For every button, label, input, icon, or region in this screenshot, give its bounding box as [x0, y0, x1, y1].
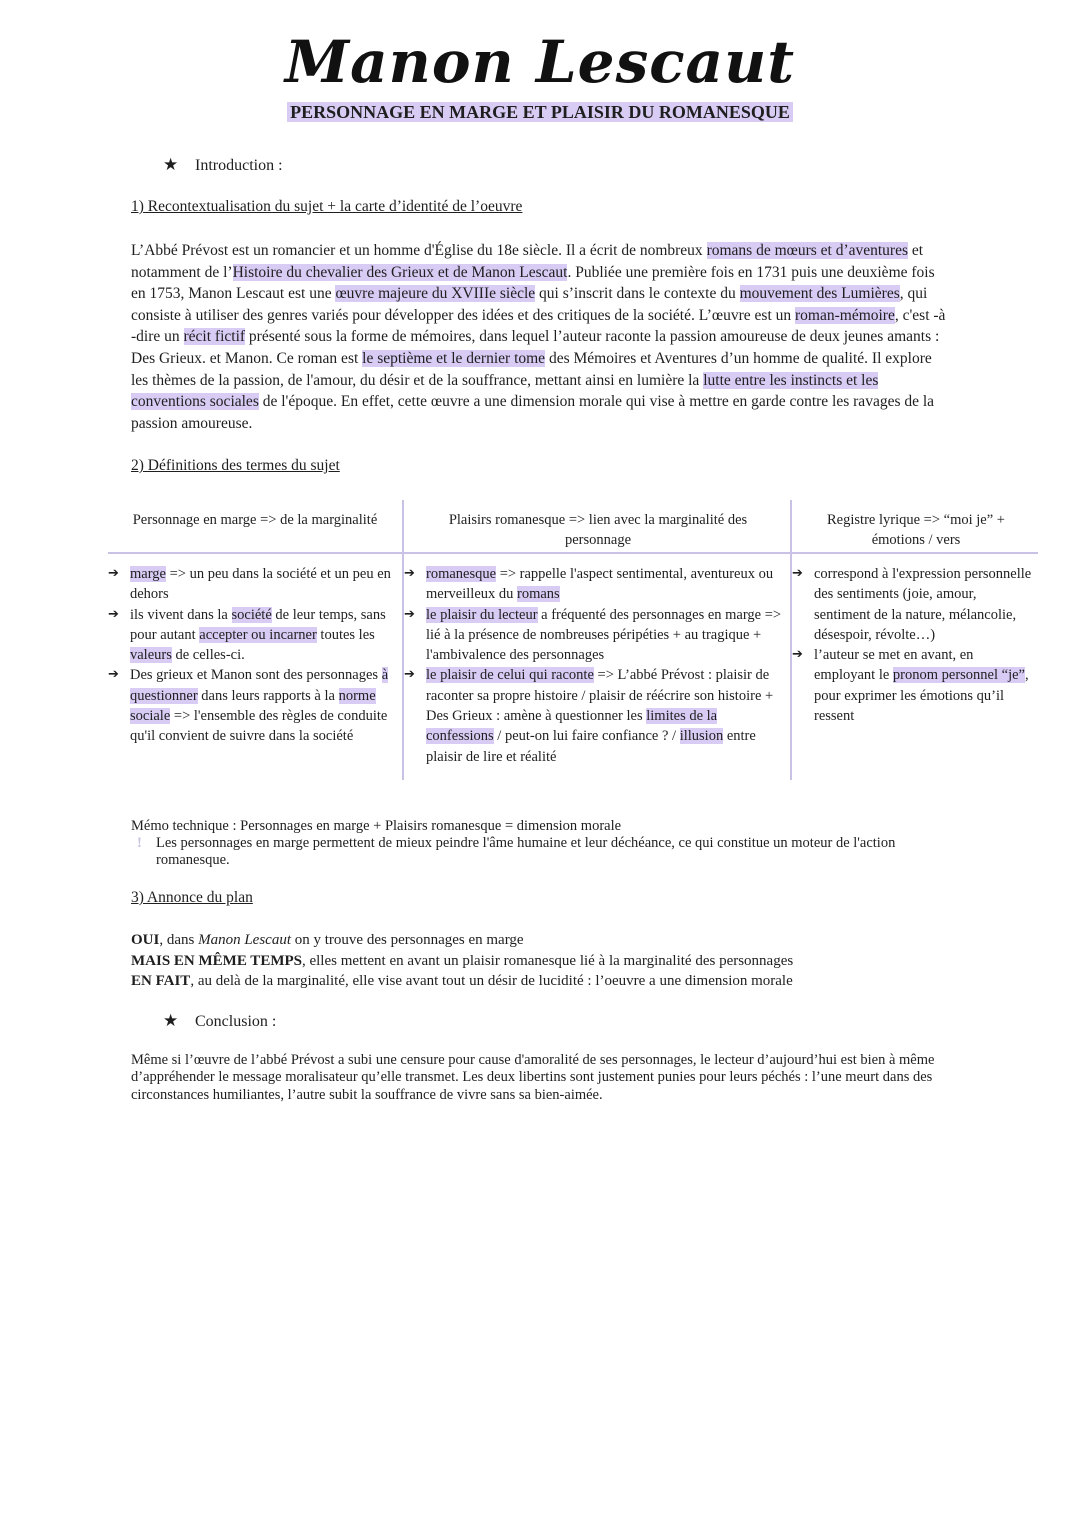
highlighted-text: œuvre majeure du XVIIIe siècle	[335, 285, 536, 303]
plan-keyword: MAIS EN MÊME TEMPS	[131, 952, 302, 969]
highlighted-text: romanesque	[426, 566, 497, 582]
subtitle-text: PERSONNAGE EN MARGE ET PLAISIR DU ROMANESQUE	[287, 102, 793, 122]
list-item	[108, 605, 396, 666]
text-run: l’auteur se met en avant, en employant le	[814, 647, 974, 684]
text-run: toutes les	[316, 626, 375, 643]
highlighted-text: le septième et le dernier tome	[362, 349, 546, 367]
text-run: L’Abbé Prévost est un romancier et un homme d'Église du 18e siècle. Il a écrit de nombreux	[131, 242, 707, 259]
list-item	[792, 564, 1034, 645]
text-run: dans leurs rapports à la	[197, 687, 339, 704]
text-run: , qui consiste à utiliser des genres variés pour développer des idées et des critiques de la société. L’œuvre est un	[131, 285, 928, 324]
table-column-registre	[790, 500, 1040, 780]
memo-note: ! Les personnages en marge permettent de mieux peindre l'âme humaine et leur déchéance, ce qui constitue un moteur de l'action romanesque.	[131, 835, 971, 869]
highlighted-text: illusion	[679, 728, 724, 745]
conclusion-text: Même si l’œuvre de l’abbé Prévost a subi une censure pour cause d'amoralité de ses personnages, le lecteur d’aujourd’hui est bien à même d’appréhender le message moralisateur qu’elle transmet. Les deux libertins sont justement punies pour leurs péchés : l’une meurt dans des circonstances humiliantes, l’autre subit la souffrance de vivre sans sa bien-aimée.	[131, 1052, 935, 1103]
section-1-title: 1) Recontextualisation du sujet + la carte d’identité de l’oeuvre	[131, 198, 523, 215]
conclusion-heading	[163, 1011, 276, 1031]
page-subtitle	[0, 102, 1080, 123]
column-list	[404, 564, 786, 767]
section-3-title: 3) Annonce du plan	[131, 889, 253, 906]
table-header-marge: Personnage en marge => de la marginalité	[132, 512, 378, 528]
text-run: / peut-on lui faire confiance ? /	[493, 728, 680, 745]
text-run: de l'époque. En effet, cette œuvre a une dimension morale qui vise à mettre en garde contre les ravages de la passion amoureuse.	[131, 393, 935, 432]
memo-line: Mémo technique : Personnages en marge + Plaisirs romanesque = dimension morale	[131, 818, 622, 834]
highlighted-text: mouvement des Lumières	[739, 285, 900, 303]
plan-keyword: OUI	[131, 932, 160, 948]
page-title: Manon Lescaut	[284, 28, 796, 96]
plan-keyword: EN FAIT	[131, 973, 191, 990]
highlighted-text: romans	[517, 586, 560, 603]
list-item	[108, 665, 396, 746]
star-icon: ★	[163, 155, 179, 174]
list-item	[108, 564, 396, 605]
plan-item: EN FAIT, au delà de la marginalité, elle vise avant tout un désir de lucidité : l’oeuvre a une dimension morale	[131, 973, 793, 990]
column-list	[792, 564, 1034, 726]
text-run: de celles-ci.	[171, 647, 245, 664]
introduction-heading	[163, 155, 283, 175]
context-paragraph	[131, 240, 951, 434]
highlighted-text: à questionner	[130, 667, 389, 704]
book-title: Manon Lescaut	[198, 932, 292, 948]
highlighted-text: société	[231, 606, 272, 623]
text-run: => rappelle l'aspect sentimental, aventureux ou merveilleux du	[426, 566, 774, 603]
section-2-title: 2) Définitions des termes du sujet	[131, 457, 340, 474]
table-column-marge	[108, 500, 402, 780]
text-run: qui s’inscrit dans le contexte du	[535, 285, 740, 303]
text-run: => un peu dans la société et un peu en dehors	[130, 566, 391, 603]
highlighted-text: marge	[130, 566, 166, 582]
text-run: présenté sous la forme de mémoires, dans lequel l’auteur raconte la passion amoureuse de deux jeunes amants : Des Grieux. et Manon. Ce roman est	[131, 328, 940, 367]
star-icon: ★	[163, 1011, 179, 1030]
memo-technique	[131, 818, 971, 869]
text-run: . Publiée une première fois en 1731 puis une deuxième fois en 1753, Manon Lescaut est une	[131, 263, 935, 303]
highlighted-text: pronom personnel “je”	[892, 667, 1025, 684]
text-run: correspond à l'expression personnelle des sentiments (joie, amour, sentiment de la nature, mélancolie, désespoir, révolte…)	[814, 566, 1032, 643]
text-run: de leur temps, sans pour autant	[130, 606, 386, 643]
highlighted-text: roman-mémoire	[795, 306, 895, 324]
list-item	[404, 665, 786, 766]
plan-item: OUI, dans Manon Lescaut on y trouve des personnages en marge	[131, 932, 524, 948]
conclusion-label: Conclusion :	[195, 1013, 277, 1030]
list-item	[404, 605, 786, 666]
highlighted-text: lutte entre les instincts et les conventions sociales	[131, 371, 879, 411]
plan-item: MAIS EN MÊME TEMPS, elles mettent en avant un plaisir romanesque lié à la marginalité des personnages	[131, 952, 794, 969]
text-run: ils vivent dans la	[130, 606, 232, 623]
text-run: et notamment de l’	[131, 242, 924, 281]
definitions-table	[108, 500, 1038, 780]
text-run: => l'ensemble des règles de conduite qu'il convient de suivre dans la société	[130, 708, 388, 745]
highlighted-text: le plaisir de celui qui raconte	[426, 667, 594, 684]
highlighted-text: accepter ou incarner	[199, 626, 317, 643]
plan-list	[131, 930, 991, 992]
highlighted-text: valeurs	[130, 647, 172, 664]
highlighted-text: limites de la confessions	[426, 708, 718, 745]
text-run: des Mémoires et Aventures d’un homme de qualité. Il explore les thèmes de la passion, de l'amour, du désir et de la souffrance, mettant ainsi en lumière la	[131, 349, 932, 389]
table-header-registre: Registre lyrique => “moi je” + émotions / vers	[827, 512, 1005, 549]
text-run: , pour exprimer les émotions qu’il ressent	[814, 667, 1029, 725]
table-column-plaisirs	[402, 500, 792, 780]
text-run: , c'est -à -dire un	[131, 306, 946, 346]
highlighted-text: norme sociale	[130, 687, 376, 725]
text-run: a fréquenté des personnages en marge => lié à la présence de nombreuses péripéties + au tragique + l'ambivalence des personnages	[426, 606, 782, 664]
highlighted-text: récit fictif	[183, 328, 246, 346]
text-run: entre plaisir de lire et réalité	[426, 728, 756, 765]
introduction-label: Introduction :	[195, 157, 283, 174]
table-header-plaisirs: Plaisirs romanesque => lien avec la marginalité des personnage	[448, 512, 748, 549]
highlighted-text: Histoire du chevalier des Grieux et de Manon Lescaut	[232, 263, 568, 281]
highlighted-text: le plaisir du lecteur	[426, 606, 538, 623]
list-item	[792, 645, 1034, 726]
table-header-divider	[108, 552, 1038, 554]
list-item	[404, 564, 786, 605]
column-list	[108, 564, 396, 747]
text-run: => L’abbé Prévost : plaisir de raconter sa propre histoire / plaisir de réécrire son histoire + Des Grieux : amène à questionner les	[426, 667, 774, 725]
text-run: Des grieux et Manon sont des personnages	[130, 667, 382, 684]
highlighted-text: romans de mœurs et d’aventures	[706, 242, 909, 259]
